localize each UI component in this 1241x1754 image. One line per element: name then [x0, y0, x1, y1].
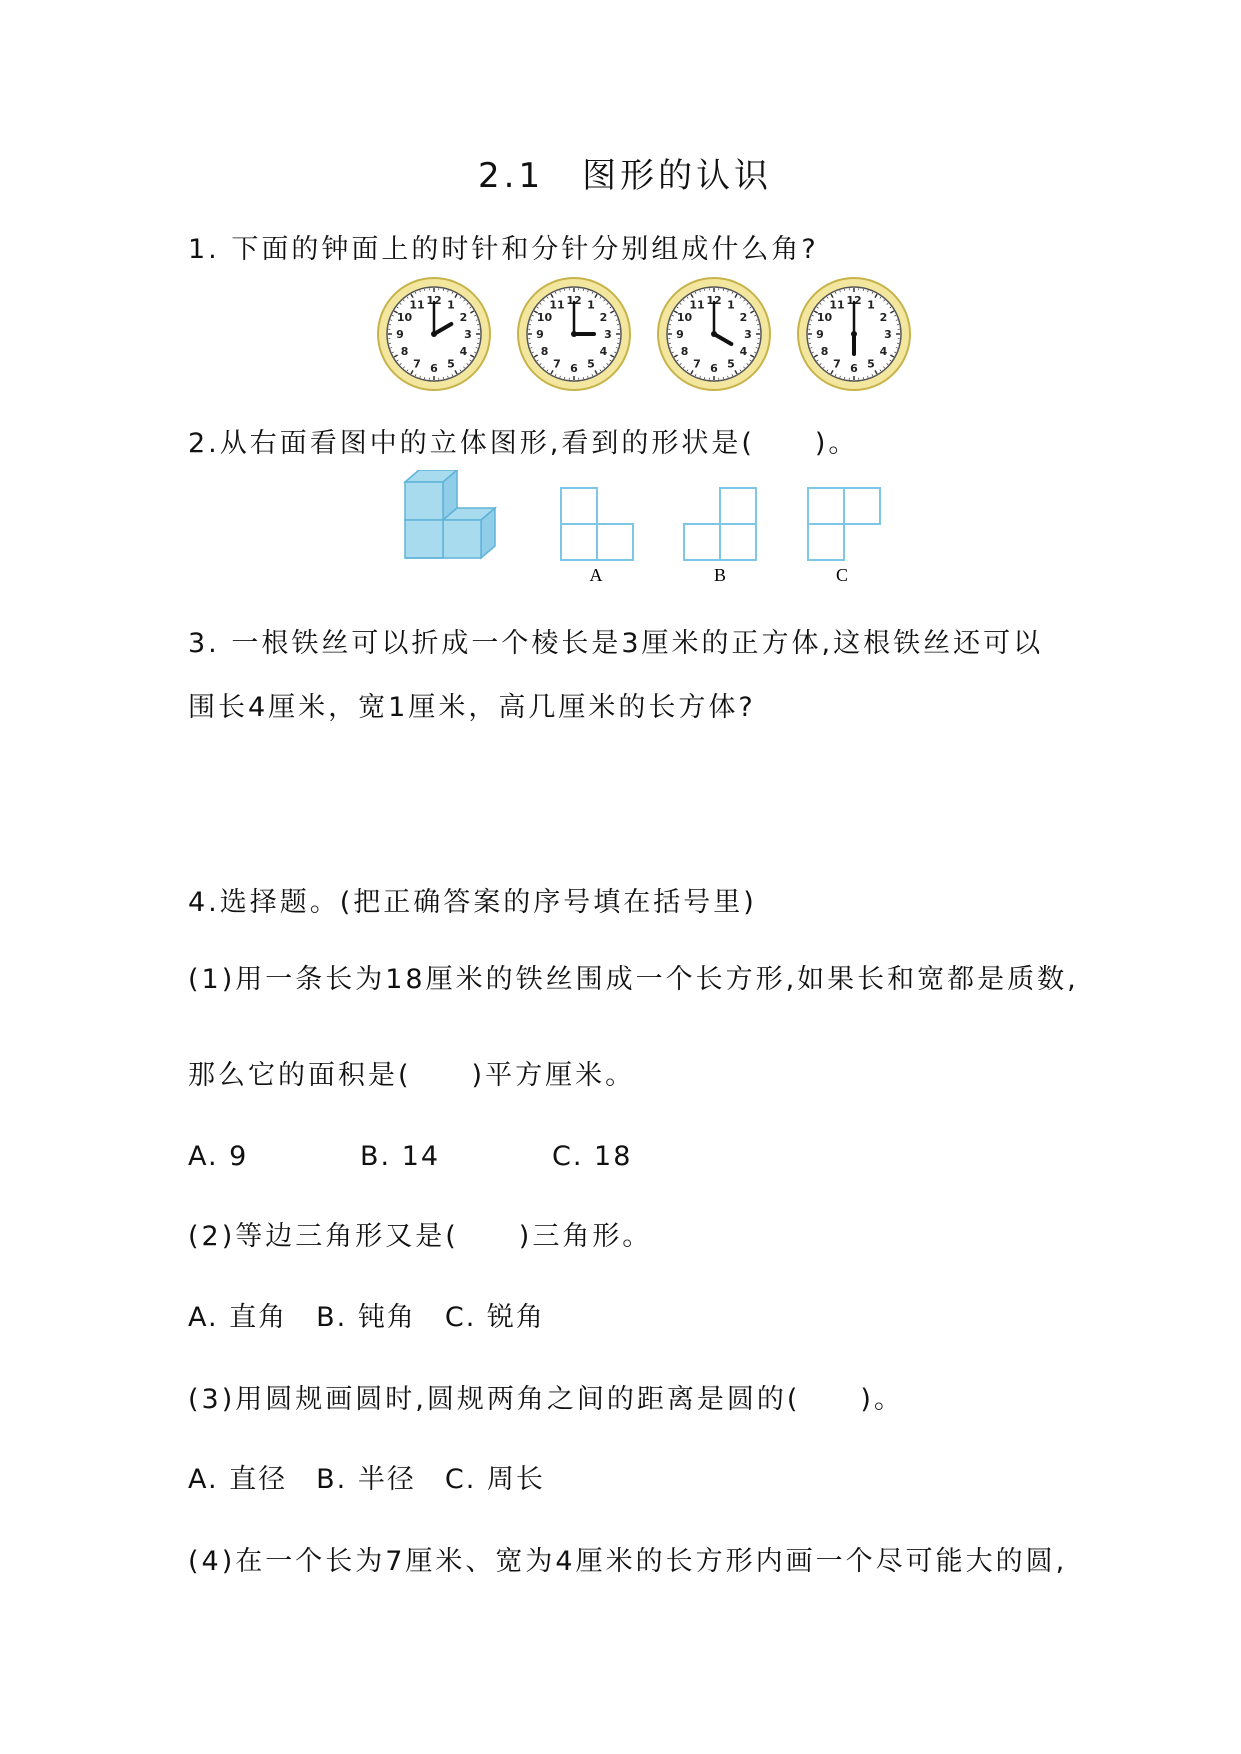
clock-numeral: 4 [879, 345, 888, 358]
clock-numeral: 8 [820, 345, 829, 358]
clock-center [571, 331, 577, 337]
clock-numeral: 7 [553, 357, 561, 371]
clock-numeral: 8 [400, 345, 409, 358]
clock-2-oclock [378, 278, 490, 390]
clock-numeral: 1 [727, 298, 735, 312]
q4-part-2-line: (2)等边三角形又是( )三角形。 [188, 1221, 653, 1252]
clock-4-oclock [658, 278, 770, 390]
clock-numeral: 10 [816, 311, 833, 324]
clock-numeral: 11 [549, 298, 565, 312]
clock-numeral: 5 [867, 357, 875, 371]
clock-numeral: 10 [396, 311, 413, 324]
clock-numeral: 2 [879, 311, 888, 324]
option-c-grid [808, 488, 880, 560]
page-title: 2.1 图形的认识 [478, 156, 773, 196]
clock-numeral: 4 [599, 345, 608, 358]
question-4-header: 4.选择题。(把正确答案的序号填在括号里) [188, 887, 757, 918]
option-b-label: B [713, 565, 727, 585]
q4-part-4-line: (4)在一个长为7厘米、宽为4厘米的长方形内画一个尽可能大的圆, [188, 1546, 1068, 1577]
q4-part-1-option-a: A. 9 [188, 1141, 249, 1172]
clock-numeral: 12 [706, 294, 722, 307]
clock-numeral: 1 [867, 298, 875, 312]
clock-numeral: 9 [536, 328, 544, 341]
clock-numeral: 3 [604, 328, 612, 341]
q4-part-1-line-2: 那么它的面积是( )平方厘米。 [188, 1060, 636, 1091]
clock-numeral: 2 [459, 311, 468, 324]
clock-numeral: 12 [426, 294, 442, 307]
q4-part-2-options: A. 直角 B. 钝角 C. 锐角 [188, 1302, 545, 1333]
clock-numeral: 6 [570, 362, 578, 375]
clock-numeral: 7 [413, 357, 421, 371]
clock-row [370, 270, 930, 400]
clock-numeral: 5 [447, 357, 455, 371]
clock-numeral: 7 [833, 357, 841, 371]
clock-numeral: 1 [447, 298, 455, 312]
option-b-grid [684, 488, 756, 560]
clock-numeral: 2 [599, 311, 608, 324]
clock-center [711, 331, 717, 337]
question-1-text: 1. 下面的钟面上的时针和分针分别组成什么角? [188, 234, 819, 265]
clock-center [431, 331, 437, 337]
option-a-label: A [589, 565, 603, 585]
clock-numeral: 10 [676, 311, 693, 324]
clock-numeral: 4 [739, 345, 748, 358]
clock-numeral: 3 [744, 328, 752, 341]
clock-numeral: 11 [689, 298, 705, 312]
clock-numeral: 8 [680, 345, 689, 358]
clock-numeral: 12 [566, 294, 582, 307]
q4-part-1-option-c: C. 18 [552, 1141, 633, 1172]
clock-3-oclock [518, 278, 630, 390]
clock-numeral: 9 [396, 328, 404, 341]
clock-numeral: 3 [464, 328, 472, 341]
clock-numeral: 10 [536, 311, 553, 324]
clock-numeral: 4 [459, 345, 468, 358]
question-2-text: 2.从右面看图中的立体图形,看到的形状是( )。 [188, 428, 859, 459]
option-a-grid [561, 488, 633, 560]
clock-numeral: 6 [850, 362, 858, 375]
q4-part-3-options: A. 直径 B. 半径 C. 周长 [188, 1464, 545, 1495]
q4-part-1-option-b: B. 14 [360, 1141, 441, 1172]
clock-numeral: 11 [409, 298, 425, 312]
clock-numeral: 12 [846, 294, 862, 307]
clock-numeral: 11 [829, 298, 845, 312]
clock-numeral: 8 [540, 345, 549, 358]
option-c-label: C [835, 565, 849, 585]
clock-numeral: 5 [587, 357, 595, 371]
question-2-figures [395, 470, 915, 590]
clock-numeral: 7 [693, 357, 701, 371]
clock-numeral: 5 [727, 357, 735, 371]
q4-part-1-line-1: (1)用一条长为18厘米的铁丝围成一个长方形,如果长和宽都是质数, [188, 964, 1079, 995]
clock-numeral: 2 [739, 311, 748, 324]
clock-numeral: 6 [710, 362, 718, 375]
clock-numeral: 3 [884, 328, 892, 341]
clock-numeral: 6 [430, 362, 438, 375]
question-3-line-2: 围长4厘米，宽1厘米，高几厘米的长方体? [188, 692, 756, 723]
clock-numeral: 9 [816, 328, 824, 341]
question-3-line-1: 3. 一根铁丝可以折成一个棱长是3厘米的正方体,这根铁丝还可以 [188, 628, 1044, 659]
clock-6-oclock [798, 278, 910, 390]
clock-center [851, 331, 857, 337]
left-cube-front-face [405, 520, 443, 558]
cube-solid [405, 470, 495, 558]
clock-numeral: 1 [587, 298, 595, 312]
top-cube-front-face [405, 482, 443, 520]
right-cube-front-face [443, 520, 481, 558]
q4-part-3-line: (3)用圆规画圆时,圆规两角之间的距离是圆的( )。 [188, 1384, 904, 1415]
clock-numeral: 9 [676, 328, 684, 341]
